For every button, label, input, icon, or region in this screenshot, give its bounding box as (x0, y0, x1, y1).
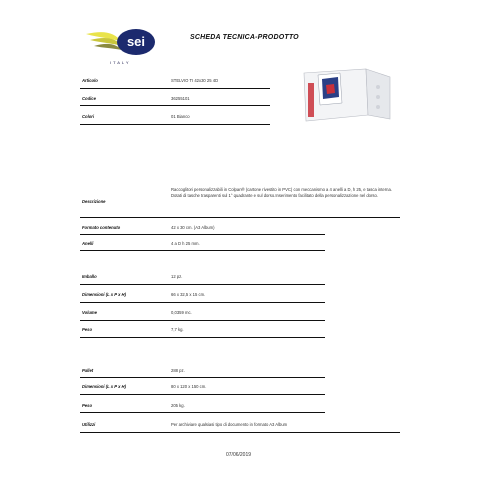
label-utilizzi: Utilizzi (82, 422, 96, 427)
value-volume: 0,0359 mc. (171, 310, 192, 315)
divider (80, 412, 325, 413)
value-anelli: 4 a D h 25 mm. (171, 241, 200, 246)
footer-date: 07/06/2019 (226, 452, 252, 458)
value-formato: 42 x 30 cm. (A3 Album) (171, 225, 215, 230)
divider (80, 337, 325, 338)
divider (80, 217, 400, 218)
page-title: SCHEDA TECNICA-PRODOTTO (190, 34, 299, 41)
logo-text: sei (126, 34, 146, 49)
logo-subtitle: ITALY (110, 60, 131, 65)
label-colori: Colori (82, 114, 95, 119)
label-pallet: Pallet (82, 368, 94, 373)
value-descrizione: Raccoglitori personalizzabili in Colpan® (cartone rivestito in PVC) con meccanismo a 4 anelli a D, h 25, e tasca interna. Dotati di tasche trasparenti sul 1° quadrante e sul dorso.Inserimento facilitato della personalizzazione nel dorso. (171, 187, 392, 199)
value-articolo: STELVIO TI 42x30 25 4D (171, 78, 219, 83)
label-formato: Formato contenuto (82, 225, 121, 230)
divider (80, 302, 325, 303)
divider (80, 320, 325, 321)
divider (80, 234, 325, 235)
label-volume: Volume (82, 310, 97, 315)
divider (80, 250, 325, 251)
product-image (300, 67, 392, 125)
label-pallet-dimensioni: Dimensioni (L x P x H) (82, 384, 126, 389)
value-utilizzi: Per archiviare qualsiasi tipo di documento in formato A3 Album (171, 422, 288, 427)
label-dimensioni: Dimensioni (L x P x H) (82, 292, 126, 297)
label-descrizione: Descrizione (82, 199, 106, 204)
label-anelli: Anelli (82, 241, 94, 246)
divider (80, 88, 270, 89)
label-imballo: Imballo (82, 274, 97, 279)
divider (80, 284, 325, 285)
divider (80, 377, 325, 378)
divider (80, 432, 400, 433)
value-imballo: 12 pz. (171, 274, 183, 279)
value-pallet-dimensioni: 80 x 120 x 150 cm. (171, 384, 207, 389)
label-peso: Peso (82, 327, 93, 332)
label-articolo: Articolo (82, 78, 98, 83)
divider (80, 105, 270, 106)
label-pallet-peso: Peso (82, 403, 93, 408)
value-peso: 7,7 kg. (171, 327, 184, 332)
divider (80, 124, 270, 125)
value-dimensioni: 66 x 32,5 x 15 cm. (171, 292, 206, 297)
value-pallet-peso: 205 kg. (171, 403, 185, 408)
value-pallet: 288 pz. (171, 368, 185, 373)
value-codice: 36255101 (171, 96, 190, 101)
divider (80, 394, 325, 395)
value-colori: 01 Bianco (171, 114, 190, 119)
label-codice: Codice (82, 96, 96, 101)
